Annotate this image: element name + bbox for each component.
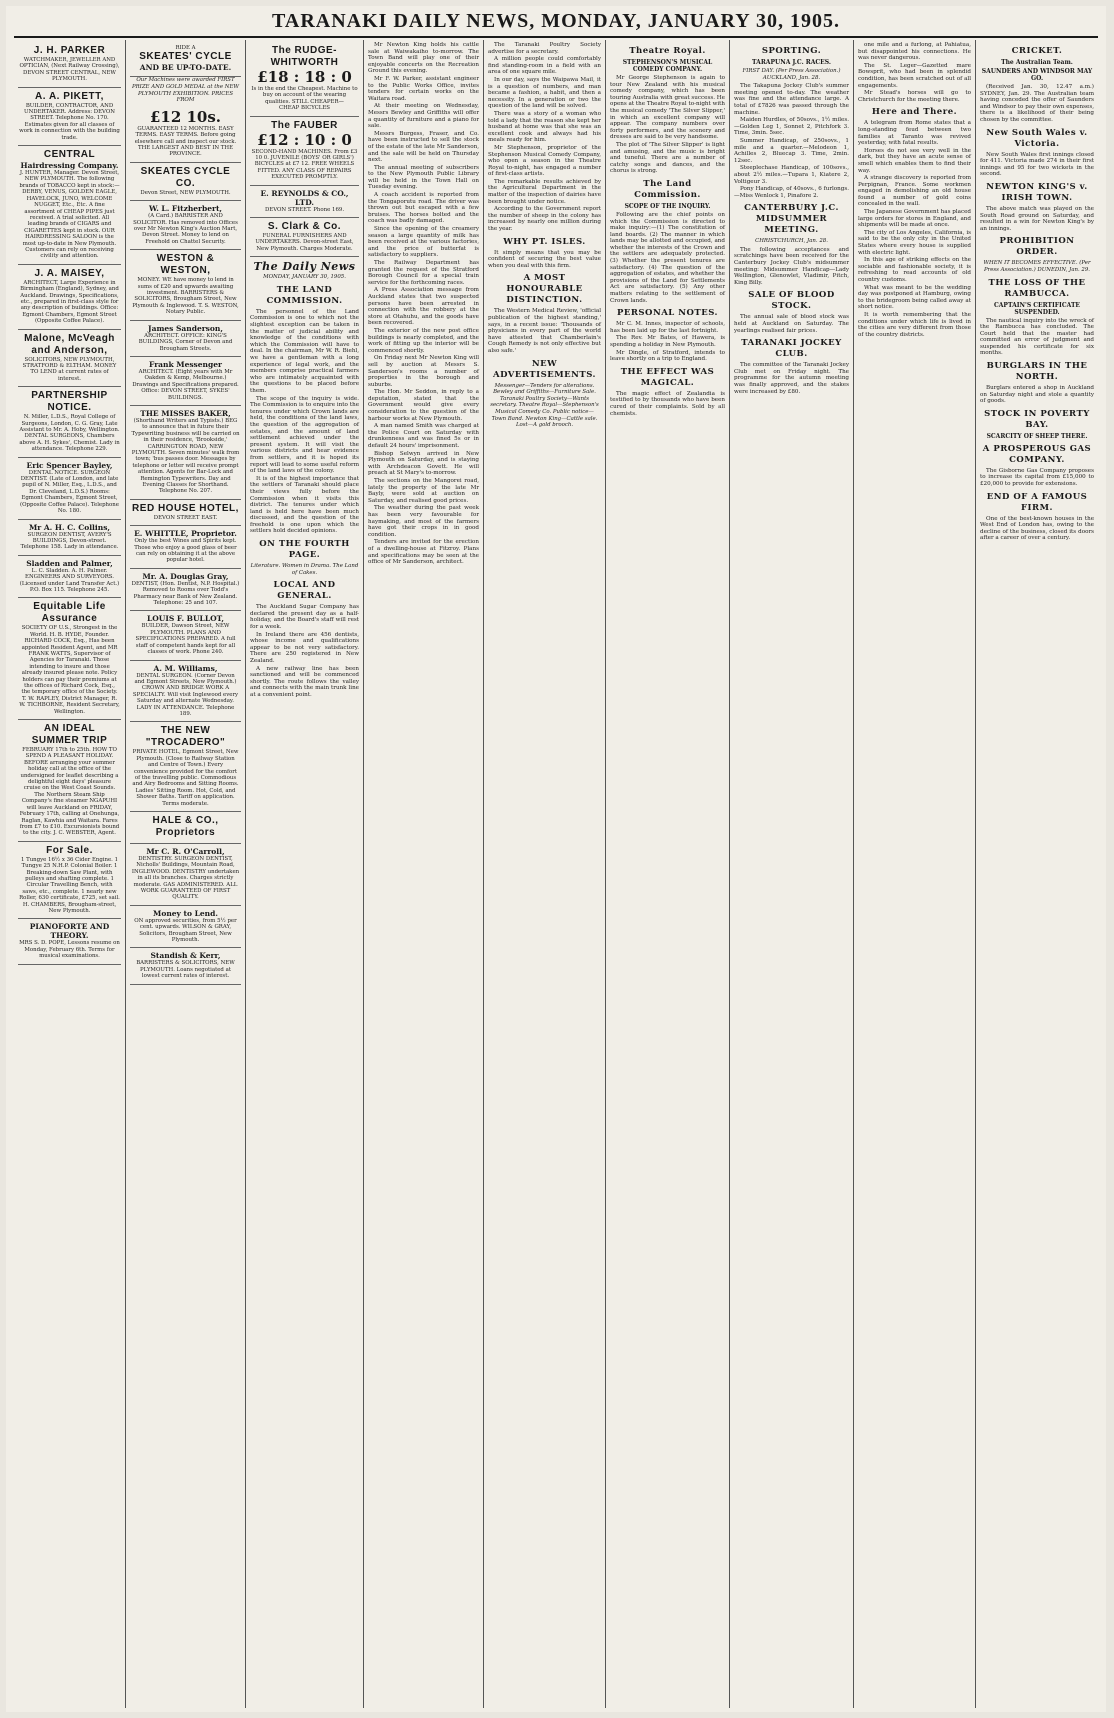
article-paragraph: The Taranaki Poultry Society advertise for a secretary. bbox=[488, 42, 601, 55]
section-heading: Theatre Royal. bbox=[629, 46, 706, 56]
advertisement bbox=[18, 842, 121, 920]
ad-med: W. L. Fitzherbert, bbox=[148, 204, 223, 214]
article-paragraph: One of the best-known houses in the West End of London has, owing to the decline of the business, closed its doors after a career of over a century. bbox=[980, 515, 1094, 542]
section-heading: THE EFFECT WAS MAGICAL. bbox=[620, 366, 715, 388]
ad-sm: DENTISTRY. SURGEON DENTIST, Nicholls' Buildings, Mountain Road, INGLEWOOD. DENTISTRY undertaken in all its branches. Charges strictly moderate. GAS ADMINISTERED. ALL WORK GUARANTEED OF FIRST QUALITY. bbox=[131, 856, 240, 901]
ad-med: E. WHITTLE, Proprietor. bbox=[134, 529, 237, 539]
advertisement bbox=[130, 201, 241, 250]
ad-sm: MRS S. D. POPE, Lessons resume on Monday, February 6th. Terms for musical examinations. bbox=[19, 940, 120, 960]
ad-big: SKEATES' CYCLE bbox=[139, 51, 232, 63]
advertisement bbox=[250, 186, 359, 218]
section-heading: PROHIBITION ORDER. bbox=[999, 236, 1075, 258]
article-paragraph: The Western Medical Review, 'official publication of the highest standing,' says, in a recent issue: 'Thousands of physicians in every part of the world have attested that Chamberlain's Cough Remedy is not only effective but also safe.' bbox=[488, 308, 601, 354]
advertisement bbox=[130, 250, 241, 320]
section-subheading: STEPHENSON'S MUSICAL COMEDY COMPANY. bbox=[622, 59, 713, 73]
ad-big: The FAUBER bbox=[271, 119, 338, 131]
article-paragraph: Summer Handicap, of 250sovs., 1 mile and a quarter.—Melodeon 1, Achilles 2, Bluecap 3. Time, 2min. 12sec. bbox=[734, 137, 849, 164]
ad-sm: WATCHMAKER, JEWELLER AND OPTICIAN, (Next Railway Crossing), DEVON STREET CENTRAL, NEW PLYMOUTH. bbox=[19, 57, 120, 83]
ad-big: Equitable Life Assurance bbox=[33, 601, 106, 625]
article-paragraph: The exterior of the new post office buildings is nearly completed, and the work of fitting up the interior will be commenced shortly. bbox=[368, 327, 479, 354]
ad-sm: SOCIETY OF U.S., Strongest in the World. H. B. HYDE, Founder. RICHARD COCK, Esq., Has been appointed Resident Agent, and MR FRANK WATTS, Supervisor of Agencies for Taranaki. Those intending to insure and those already insured please note. Policy holders can pay their premiums at the offices of Richard Cock, Esq., the temporary office of the Society. T. W. RAPLEY, District Manager, R. W. TICHBORNE, Resident Secretary, Wellington. bbox=[19, 625, 120, 715]
ad-big: THE NEW "TROCADERO" bbox=[145, 725, 226, 749]
article-paragraph: The Rev. Mr Bates, of Hawera, is spending a holiday in New Plymouth. bbox=[610, 335, 725, 348]
article-paragraph: The Railway Department has granted the request of the Stratford Borough Council for a special train service for the forthcoming races. bbox=[368, 260, 479, 286]
advertisement bbox=[18, 598, 121, 720]
ad-sm: FUNERAL FURNISHERS AND UNDERTAKERS. Devon-street East, New Plymouth. Charges Moderate. bbox=[255, 233, 354, 252]
section-heading: SALE OF BLOOD STOCK. bbox=[748, 290, 835, 312]
ad-sm: DEVON STREET EAST. bbox=[153, 514, 218, 521]
column-8 bbox=[854, 40, 976, 1708]
ad-med: Frank Messenger bbox=[149, 359, 222, 369]
article-paragraph: The remarkable results achieved by the Agricultural Department in the matter of the inspection of dairies have been brought under notice. bbox=[488, 178, 601, 205]
ad-sm: ARCHITECT. (Eight years with Mr Oakden & Kemp, Melbourne.) Drawings and Specifications prepared. Office: DEVON STREET, SYKES' BUILDINGS. bbox=[132, 368, 239, 401]
advertisement bbox=[18, 520, 121, 556]
article-paragraph: The annual sale of blood stock was held at Auckland on Saturday. The yearlings realised fair prices. bbox=[734, 314, 849, 334]
ad-sm: SOLICITORS, NEW PLYMOUTH, STRATFORD & ELTHAM. MONEY TO LEND at current rates of interest. bbox=[22, 356, 117, 382]
article-paragraph: The Takapuna Jockey Club's summer meeting opened to-day. The weather was fine and the attendance large. A total of £7826 was passed through the machine. bbox=[734, 83, 849, 116]
ad-big: J. A. MAISEY, bbox=[34, 267, 105, 279]
article-paragraph: There was a story of a woman who told a lady that the reason she kept her husband at home was that she was an excellent cook and always had his meals ready for him. bbox=[488, 110, 601, 144]
ad-sm: DENTAL SURGEON. (Corner Devon and Egmont Streets, New Plymouth.) CROWN AND BRIDGE WORK A SPECIALTY. Will visit Inglewood every Saturday and alternate Wednesday. LADY IN ATTENDANCE. Telephone 189. bbox=[132, 672, 239, 717]
article-paragraph: The sections on the Mangorei road, lately the property of the late Mr Bayly, were sold at auction on Saturday, and realised good prices. bbox=[368, 478, 479, 504]
column-4 bbox=[364, 40, 484, 1708]
article-paragraph: The magic effect of Zealandia is testified to by thousands who have been cured of their complaints. Sold by all chemists. bbox=[610, 390, 725, 417]
section-heading: A MOST HONOURABLE DISTINCTION. bbox=[506, 273, 583, 306]
ad-sm: SURGEON DENTIST, AVERY'S BUILDINGS, Devon-street. Telephone 158. Lady in attendance. bbox=[20, 531, 119, 551]
advertisement bbox=[130, 163, 241, 201]
section-heading: NEWTON KING'S v. IRISH TOWN. bbox=[986, 181, 1088, 203]
advertisement bbox=[130, 321, 241, 357]
section-subheading: SCARCITY OF SHEEP THERE. bbox=[986, 432, 1088, 440]
newspaper-page bbox=[6, 6, 1106, 1712]
ad-big: S. Clark & Co. bbox=[267, 221, 342, 233]
ad-big: PARTNERSHIP NOTICE. bbox=[31, 390, 108, 414]
section-heading: CANTERBURY J.C. MIDSUMMER MEETING. bbox=[744, 203, 839, 236]
text-block: WHEN IT BECOMES EFFECTIVE. (Per Press Association.) DUNEDIN, Jan. 29. bbox=[983, 260, 1091, 273]
advertisement bbox=[130, 611, 241, 660]
advertisement bbox=[130, 906, 241, 949]
text-block: Literature. Women in Drama. The Land of Cakes. bbox=[250, 563, 359, 576]
section-heading: TARANAKI JOCKEY CLUB. bbox=[741, 338, 842, 360]
leader-date: MONDAY, JANUARY 30, 1905. bbox=[263, 274, 346, 281]
article-paragraph: At their meeting on Wednesday, Messrs Bewley and Griffiths will offer a quantity of furniture and a piano for sale. bbox=[368, 103, 479, 130]
article-paragraph: A coach accident is reported from the Tongaporutu road. The driver was thrown out but escaped with a few bruises. The horses bolted and the coach was badly damaged. bbox=[368, 192, 479, 225]
advertisement bbox=[18, 265, 121, 330]
article-paragraph: What was meant to be the wedding day was postponed at Hamburg, owing to the bridegroom being called away at short notice. bbox=[858, 284, 971, 311]
ad-sm: FEBRUARY 17th to 25th. HOW TO SPEND A PLEASANT HOLIDAY. BEFORE arranging your summer holiday call at the office of the undersigned for leaflet describing a delightful eight days' pleasure cruise on the West Coast Sounds. The Northern Steam Ship Company's fine steamer NGAPUHI will leave Auckland on FRIDAY, February 17th, calling at Onehunga, Raglan, Kawhia and Waitara. Fares from £7 to £10. Excursionists bound to the city. J. C. WEBSTER, Agent. bbox=[19, 747, 120, 837]
ad-med: Hairdressing Company. bbox=[20, 161, 119, 171]
section-subheading: CAPTAIN'S CERTIFICATE SUSPENDED. bbox=[994, 301, 1080, 316]
article-paragraph: The personnel of the Land Commission is one to which not the slightest exception can be taken in the matter of judicial ability and knowledge of the conditions with which the Commission will have to deal. In the chairman, Mr W. R. Biehl, we have a gentleman with a long experience of legal work, and the members comprise practical farmers who are intimately acquainted with the questions to be placed before them. bbox=[250, 308, 359, 394]
ad-med: PIANOFORTE AND THEORY. bbox=[29, 922, 110, 941]
article-paragraph: Messrs Burgess, Fraser, and Co. have been instructed to sell the stock of the estate of the late Mr Sanderson, and the sale will be held on Thursday next. bbox=[368, 130, 479, 164]
ad-big: The RUDGE-WHITWORTH bbox=[270, 45, 339, 68]
text-block: FIRST DAY. (Per Press Association.) AUCKLAND, Jan. 28. bbox=[742, 68, 841, 81]
ad-sm: GUARANTEED 12 MONTHS. EASY TERMS. EASY TERMS. Before going elsewhere call and inspect our stock. THE LARGEST AND BEST IN THE PROVINCE. bbox=[134, 125, 237, 158]
section-heading: BURGLARS IN THE NORTH. bbox=[986, 361, 1088, 383]
section-heading: The Land Commission. bbox=[634, 178, 701, 200]
advertisement bbox=[18, 458, 121, 520]
article-paragraph: Horses do not see very well in the dark, but they have an acute sense of smell which enables them to find their way. bbox=[858, 147, 971, 174]
ad-med: Eric Spencer Bayley, bbox=[26, 460, 113, 470]
article-paragraph: Mr Dingle, of Stratford, intends to leave shortly on a trip to England. bbox=[610, 349, 725, 363]
ad-big: J. H. PARKER bbox=[33, 45, 106, 56]
ad-huge: £12 10s. bbox=[149, 107, 222, 126]
section-heading: THE LAND COMMISSION. bbox=[266, 284, 343, 306]
article-paragraph: A man named Smith was charged at the Police Court on Saturday with drunkenness and was fined 5s or in default 24 hours' imprisonment. bbox=[368, 423, 479, 450]
ad-med: AND BE UP-TO-DATE. bbox=[139, 63, 232, 73]
article-paragraph: According to the Government report the number of sheep in the colony has increased by nearly one million during the year. bbox=[488, 206, 601, 233]
article-paragraph: The scope of the inquiry is wide. The Commission is to enquire into the tenures under which Crown lands are held, the conditions of the land laws, the question of the aggregation of estates, and the amount of land settlement achieved under the present system. It will visit the various districts and hear evidence from settlers, and it is hoped its report will lead to some useful reform of the land laws of the colony. bbox=[250, 395, 359, 475]
ad-sm: RIDE A bbox=[175, 45, 196, 51]
article-paragraph: On Friday next Mr Newton King will sell by auction at Messrs S. Sanderson's rooms a number of properties in the borough and suburbs. bbox=[368, 355, 479, 388]
ad-sm: Devon Street, NEW PLYMOUTH. bbox=[140, 189, 231, 196]
article-paragraph: The Hon. Mr Seddon, in reply to a deputation, stated that the Government would give every consideration to the question of the harbour works at New Plymouth. bbox=[368, 389, 479, 422]
ad-med: Money to Lend. bbox=[153, 908, 218, 918]
ad-big: SKEATES CYCLE CO. bbox=[140, 165, 231, 189]
columns bbox=[14, 40, 1098, 1708]
column-1 bbox=[14, 40, 126, 1708]
ad-big: For Sale. bbox=[46, 844, 93, 856]
ad-big: RED HOUSE HOTEL, bbox=[132, 502, 239, 514]
ad-sm: DENTIST, (Hon. Dentist, N.P. Hospital.) Removed to Rooms over Todd's Pharmacy near Bank of New Zealand. Telephone: 25 and 107. bbox=[131, 580, 240, 607]
article-paragraph: Since the opening of the creamery season a large quantity of milk has been received at the various factories, and the price of butterfat is satisfactory to suppliers. bbox=[368, 226, 479, 259]
column-2 bbox=[126, 40, 246, 1708]
article-paragraph: Tenders are invited for the erection of a dwelling-house at Fitzroy. Plans and specifications may be seen at the office of Mr Sanderson, architect. bbox=[368, 539, 479, 566]
article-paragraph: Maiden Hurdles, of 50sovs., 1½ miles.—Golden Leg 1, Sonnet 2, Pitchfork 3. Time, 3min. 5sec. bbox=[734, 117, 849, 137]
section-heading: SPORTING. bbox=[761, 46, 822, 56]
article-paragraph: A Press Association message from Auckland states that two suspected persons have been arrested in connection with the robbery at the store at Otahuhu, and the goods have been recovered. bbox=[368, 287, 479, 327]
ad-huge: £12 : 10 : 0 bbox=[257, 130, 352, 149]
section-heading: END OF A FAMOUS FIRM. bbox=[986, 491, 1088, 513]
article-paragraph: It is of the highest importance that the settlers of Taranaki should place their views fully before the Commission when it visits this district. The tenures under which land is held here have been much discussed, and the question of the freehold is one upon which the settlers hold decided opinions. bbox=[250, 475, 359, 535]
ad-sm: (Shorthand Writers and Typists.) BEG to announce that in future their Typewriting business will be carried on in their residence, 'Brookside,' CARRINGTON ROAD, NEW PLYMOUTH. Seven minutes' walk from town; 'bus passes door. Messages by telephone or letter will receive prompt attention. Agents for Bar-Lock and Remington Typewriters. Day and Evening Classes for Shorthand. Telephone No. 207. bbox=[131, 417, 240, 495]
text-block: CHRISTCHURCH, Jan. 28. bbox=[755, 238, 828, 245]
article-paragraph: New South Wales first innings closed for 411. Victoria made 274 in their first innings and 95 for two wickets in the second. bbox=[980, 151, 1094, 178]
article-paragraph: In our day, says the Waipawa Mail, it is a question of numbers, and man became a fashion, a habit, and then a necessity. In a generation or two the question of the land will be solved. bbox=[488, 76, 601, 110]
article-paragraph: In this age of striking effects on the sociable and fashionable society, it is refreshing to read accounts of old country customs. bbox=[858, 257, 971, 283]
section-heading: ON THE FOURTH PAGE. bbox=[259, 539, 350, 561]
article-paragraph: A million people could comfortably find standing-room in a field with an area of one square mile. bbox=[488, 56, 601, 76]
section-heading: PERSONAL NOTES. bbox=[616, 308, 719, 319]
ad-sm: BUILDER, Dawson Street, NEW PLYMOUTH. PLANS AND SPECIFICATIONS PREPARED. A full staff of competent hands kept for all classes of work. Phone 240. bbox=[135, 623, 236, 656]
section-heading: CRICKET. bbox=[1011, 46, 1063, 56]
article-paragraph: The Gisborne Gas Company proposes to increase its capital from £15,000 to £20,000 to provide for extensions. bbox=[980, 467, 1094, 488]
article-paragraph: It simply means that you may be confident of securing the best value when you deal with this firm. bbox=[488, 249, 601, 269]
article-paragraph: Bishop Selwyn arrived in New Plymouth on Saturday, and is staying with Archdeacon Govett. He will preach at St Mary's to-morrow. bbox=[368, 450, 479, 477]
article-paragraph: Mr C. M. Innes, inspector of schools, has been laid up for the last fortnight. bbox=[610, 321, 725, 334]
masthead-rule bbox=[14, 36, 1098, 38]
advertisement bbox=[130, 844, 241, 906]
column-6 bbox=[606, 40, 730, 1708]
section-heading: STOCK IN POVERTY BAY. bbox=[984, 408, 1090, 430]
ad-big: WESTON & WESTON, bbox=[156, 253, 215, 277]
article-paragraph: Mr George Stephenson is again to tour New Zealand with his musical comedy company, which has been touring Australia with great success. He opens at the Theatre Royal to-night with the musical comedy 'The Silver Slipper,' in which an excellent company will appear. The company numbers over forty performers, and the scenery and dresses are said to be very handsome. bbox=[610, 75, 725, 141]
advertisement bbox=[250, 117, 359, 186]
article-paragraph: one mile and a furlong, at Pahiatua, but disappointed his connections. He was never dangerous. bbox=[858, 42, 971, 62]
ad-sm: (A Card.) BARRISTER AND SOLICITOR. Has removed into Offices over Mr Newton King's Auction Mart, Devon Street. Money to lend on Freehold on Chattel Security. bbox=[133, 213, 238, 245]
advertisement bbox=[250, 218, 359, 257]
ad-med: LOUIS F. BULLOT, bbox=[146, 614, 224, 624]
text-block: Our Machines were awarded FIRST PRIZE AND GOLD MEDAL at the NEW PLYMOUTH EXHIBITION. PRICES FROM bbox=[132, 77, 239, 104]
article-paragraph: The Auckland Sugar Company has declared the present day as a half-holiday, and the Board's staff will rest for a week. bbox=[250, 604, 359, 631]
article-paragraph: The annual meeting of subscribers to the New Plymouth Public Library will be held in the Town Hall on Tuesday evening. bbox=[368, 164, 479, 191]
ad-med: E. REYNOLDS & CO., LTD. bbox=[260, 188, 349, 207]
article-paragraph: (Received Jan. 30, 12.47 a.m.) SYDNEY, Jan. 29. The Australian team having conceded the offer of Saunders and Windsor to pay their own expenses, there is a likelihood of their being chosen by the committee. bbox=[980, 84, 1094, 123]
article-paragraph: Mr Stead's horses will go to Christchurch for the meeting there. bbox=[858, 90, 971, 103]
advertisement bbox=[18, 720, 121, 842]
advertisement bbox=[18, 556, 121, 599]
ad-med: Sladden and Palmer, bbox=[26, 558, 113, 568]
advertisement bbox=[130, 722, 241, 812]
ad-med: THE MISSES BAKER, bbox=[140, 408, 231, 418]
ad-med: A. M. Williams, bbox=[153, 663, 218, 673]
ad-med: Mr. A. Douglas Gray, bbox=[142, 571, 229, 581]
masthead bbox=[6, 10, 1106, 36]
advertisement bbox=[130, 106, 241, 163]
article-paragraph: Following are the chief points on which the Commission is directed to make inquiry:—(1) The constitution of land boards. (2) The manner in which lands may be allotted and occupied, and whether the interests of the Crown and the settlers are adequately protected. (3) Whether the present tenures are satisfactory. (4) The question of the aggregation of estates, and whether the provisions of the Land for Settlements Act are satisfactory. (5) Any other matters relating to the settlement of Crown lands. bbox=[610, 211, 725, 304]
ad-sm: ARCHITECT. OFFICE: KING'S BUILDINGS, Corner of Devon and Brougham Streets. bbox=[138, 332, 233, 352]
article-paragraph: The following acceptances and scratchings have been received for the Canterbury Jockey Club's midsummer meeting: Midsummer Handicap—Lady Wellington, Glenowlet, Vladimir, Pitch, King Billy. bbox=[734, 246, 849, 286]
article-paragraph: Mr Stephenson, proprietor of the Stephenson Musical Comedy Company, who open a season in the Theatre Royal to-night, has engaged a number of first-class artists. bbox=[488, 144, 601, 178]
article-paragraph: Pony Handicap, of 40sovs., 6 furlongs.—Miss Wenlock 1, Pinafore 2. bbox=[734, 186, 849, 199]
column-5 bbox=[484, 40, 606, 1708]
leader-masthead: The Daily News bbox=[253, 260, 356, 274]
section-heading: LOCAL AND GENERAL. bbox=[273, 580, 336, 602]
article-paragraph: In Ireland there are 456 dentists, whose income and qualifications appear to be not very satisfactory. There are 250 registered in New Zealand. bbox=[250, 631, 359, 664]
ad-sm: N. Miller, L.D.S., Royal College of Surgeons, London, C. G. Gray, Late Assistant to Mr. A. Hoby, Wellington. DENTAL SURGEONS, Chambers above A. H. Sykes', Chemist. Lady in attendance. Telephone 229. bbox=[19, 414, 120, 453]
column-9 bbox=[976, 40, 1098, 1708]
ad-sm: BUILDER, CONTRACTOR, AND UNDERTAKER. Address: DEVON STREET. Telephone No. 170. Estimates given for all classes of work in connection with the building trade. bbox=[19, 102, 120, 141]
article-paragraph: The weather during the past week has been very favourable for haymaking, and most of the farmers have got their crops in in good condition. bbox=[368, 505, 479, 538]
ad-huge: £18 : 18 : 0 bbox=[257, 68, 352, 86]
article-paragraph: Mr F. W. Parker, assistant engineer to the Public Works Office, invites tenders for certain works on the Waitara road. bbox=[368, 75, 479, 102]
article-paragraph: Steeplechase Handicap, of 100sovs., about 2½ miles.—Tupara 1, Kiatere 2, Voltigeur 3. bbox=[734, 165, 849, 185]
ad-med: Mr C. R. O'Carroll, bbox=[146, 847, 225, 856]
advertisement bbox=[18, 88, 121, 146]
ad-sm: Only the best Wines and Spirits kept. Those who enjoy a good glass of beer can rely on obtaining it at the above popular hotel. bbox=[134, 538, 237, 564]
advertisement bbox=[130, 357, 241, 406]
section-subheading: SAUNDERS AND WINDSOR MAY GO. bbox=[981, 68, 1093, 82]
article-paragraph: The nautical inquiry into the wreck of the Rambucca has concluded. The Court held that the master had committed an error of judgment and suspended his certificate for six months. bbox=[980, 317, 1094, 357]
advertisement bbox=[18, 42, 121, 88]
article-paragraph: The Japanese Government has placed large orders for stores in England, and shipments will be made at once. bbox=[858, 209, 971, 229]
ad-big: A. A. PIKETT, bbox=[35, 90, 104, 102]
advertisement bbox=[18, 919, 121, 964]
ad-big: CENTRAL bbox=[43, 149, 96, 161]
advertisement bbox=[130, 948, 241, 984]
ad-sm: J. HUNTER, Manager. Devon Street, NEW PLYMOUTH. The following brands of TOBACCO kept in stock:— DERBY, VENUS, GOLDEN EAGLE, HAVELOCK, JUNO, WELCOME NUGGET, Etc., Etc. A fine assortment of CHEAP PIPES just received. A trial solicited. All leading brands of CIGARS and CIGARETTES kept in stock. OUR HAIRDRESSING SALOON is the most up-to-date in New Plymouth. Customers can rely on receiving civility and attention. bbox=[19, 170, 120, 260]
text-block: Messenger—Tenders for alterations. Bewley and Griffiths—Furniture Sale. Taranaki Poultry Society—Wants secretary. Theatre Royal—Stephenson's Musical Comedy Co. Public notice—Town Band. Newton King—Cattle sale. Lost—A gold brooch. bbox=[490, 382, 599, 429]
article-paragraph: The committee of the Taranaki Jockey Club met on Friday night. The programme for the autumn meeting was finally approved, and the stakes were increased by £80. bbox=[734, 362, 849, 395]
advertisement bbox=[250, 42, 359, 117]
ad-sm: BARRISTERS & SOLICITORS, NEW PLYMOUTH. Loans negotiated at lowest current rates of interest. bbox=[136, 960, 235, 980]
advertisement bbox=[130, 42, 241, 77]
article-paragraph: The St. Leger—Gazetted mare Bowsprit, who had been in splendid condition, has been scratched out of all engagements. bbox=[858, 62, 971, 89]
ad-sm: PRIVATE HOTEL, Egmont Street, New Plymouth. (Close to Railway Station and Centre of Town.) Every convenience provided for the comfort of the travelling public. Commodious and Airy Bedrooms and Sitting Rooms. Ladies' Sitting Room. Hot, Cold, and Shower Baths. Tariff on application. Terms moderate. bbox=[132, 749, 239, 807]
advertisement bbox=[18, 146, 121, 265]
ad-sm: DENTAL NOTICE. SURGEON DENTIST. (Late of London, and late pupil of N. Miller, Esq., L.D.S., and Dr. Cleveland, L.D.S.) Rooms: Egmont Chambers, Egmont Street, (Opposite Coffee Palace). Telephone No. 180. bbox=[20, 469, 119, 515]
article-paragraph: A strange discovery is reported from Perpignan, France. Some workmen engaged in demolishing an old house found a number of gold coins concealed in the wall. bbox=[858, 175, 971, 208]
column-3 bbox=[246, 40, 364, 1708]
article-paragraph: It is worth remembering that the conditions under which life is lived in the cities are very different from those of the country districts. bbox=[858, 311, 971, 338]
section-heading: THE LOSS OF THE RAMBUCCA. bbox=[988, 277, 1086, 299]
article-paragraph: The above match was played on the South Road ground on Saturday, and resulted in a win for Newton King's by an innings. bbox=[980, 205, 1094, 232]
ad-sm: 1 Tungye 16½ x 36 Cider Engine. 1 Tungye 25 N.H.P. Colonial Boiler. 1 Breaking-down Saw Plant, with pulleys and shafting complete. 1 Circular Travelling Bench, with saws, etc., complete. 1 nearly new Roller, 630 certificate, £725, set sail. H. CHAMBERS, Brougham-street, New Plymouth. bbox=[19, 856, 120, 914]
ad-text: Is in the end the Cheapest. Machine to buy on account of the wearing qualities. STILL CHEAPER— bbox=[251, 86, 358, 105]
ad-sm: SECOND-HAND MACHINES. From £3 10 0. JUVENILE (BOYS' OR GIRLS') BICYCLES at £7 12. FREE WHEELS FITTED. ANY CLASS OF REPAIRS EXECUTED PROMPTLY. bbox=[251, 148, 358, 181]
ad-sm: ARCHITECT, Large Experience in Birmingham (England), Sydney, and Auckland. Drawings, Specifications, etc., prepared in first-class style for any description of buildings. Office: Egmont Chambers, Egmont Street (Opposite Coffee Palace). bbox=[20, 279, 119, 325]
ad-med: Mr A. H. C. Collins, bbox=[28, 522, 111, 532]
section-heading: New South Wales v. Victoria. bbox=[986, 127, 1088, 149]
article-paragraph: A telegram from Rome states that a long-standing feud between two families at Taranto was revived yesterday, with fatal results. bbox=[858, 120, 971, 147]
advertisement bbox=[18, 330, 121, 388]
ad-big: Malone, McVeagh and Anderson, bbox=[24, 332, 115, 356]
ad-sm: ON approved securities, from 5½ per cent. upwards. WILSON & GRAY, Solicitors, Brougham Street, New Plymouth. bbox=[134, 917, 237, 944]
article-paragraph: Mr Newton King holds his cattle sale at Waiwakaiho to-morrow. The Town Band will play one of their enjoyable concerts on the Recreation Ground this evening. bbox=[368, 42, 479, 75]
column-7 bbox=[730, 40, 854, 1708]
advertisement bbox=[18, 387, 121, 457]
advertisement bbox=[130, 661, 241, 723]
section-heading: A PROSPEROUS GAS COMPANY. bbox=[982, 443, 1092, 465]
section-subheading: The Australian Team. bbox=[1001, 59, 1073, 66]
ad-big: AN IDEAL SUMMER TRIP bbox=[31, 723, 108, 747]
article-paragraph: A new railway line has been sanctioned and will be commenced shortly. The route follows the valley and connects with the main trunk line at a convenient point. bbox=[250, 665, 359, 698]
ad-sm: DEVON STREET. Phone 169. bbox=[264, 206, 345, 213]
article-paragraph: The plot of 'The Silver Slipper' is light and amusing, and the music is bright and tuneful. There are a number of catchy songs and dances, and the chorus is strong. bbox=[610, 141, 725, 175]
advertisement bbox=[130, 812, 241, 844]
section-subheading: TARAPUNA J.C. RACES. bbox=[752, 59, 831, 66]
ad-sm: MONEY. WE have money to lend in sums of £20 and upwards awaiting investment. BARRISTERS & SOLICITORS, Brougham Street, New Plymouth & Inglewood. T. S. WESTON, Notary Public. bbox=[132, 277, 239, 316]
section-heading: Here and There. bbox=[871, 107, 958, 118]
masthead-title: TARANAKI DAILY NEWS, MONDAY, JANUARY 30, 1905. bbox=[272, 10, 840, 32]
ad-sm: CHEAP BICYCLES bbox=[278, 105, 330, 112]
advertisement bbox=[130, 500, 241, 526]
article-paragraph: Burglars entered a shop in Auckland on Saturday night and stole a quantity of goods. bbox=[980, 385, 1094, 405]
ad-med: James Sanderson, bbox=[148, 323, 223, 333]
advertisement bbox=[130, 406, 241, 500]
advertisement bbox=[130, 526, 241, 569]
section-subheading: SCOPE OF THE INQUIRY. bbox=[624, 202, 711, 210]
ad-big: HALE & CO., Proprietors bbox=[152, 815, 219, 838]
section-heading: NEW ADVERTISEMENTS. bbox=[492, 358, 596, 380]
ad-sm: L. C. Sladden. A. H. Palmer. ENGINEERS AND SURVEYORS. (Licensed under Land Transfer Act.) P.O. Box 115. Telephone 245. bbox=[19, 567, 120, 593]
section-heading: WHY PT. ISLES. bbox=[503, 236, 586, 247]
ad-med: Standish & Kerr, bbox=[150, 951, 221, 961]
advertisement bbox=[130, 569, 241, 612]
article-paragraph: The city of Los Angeles, California, is said to be the only city in the United States where every house is supplied with electric light. bbox=[858, 229, 971, 256]
